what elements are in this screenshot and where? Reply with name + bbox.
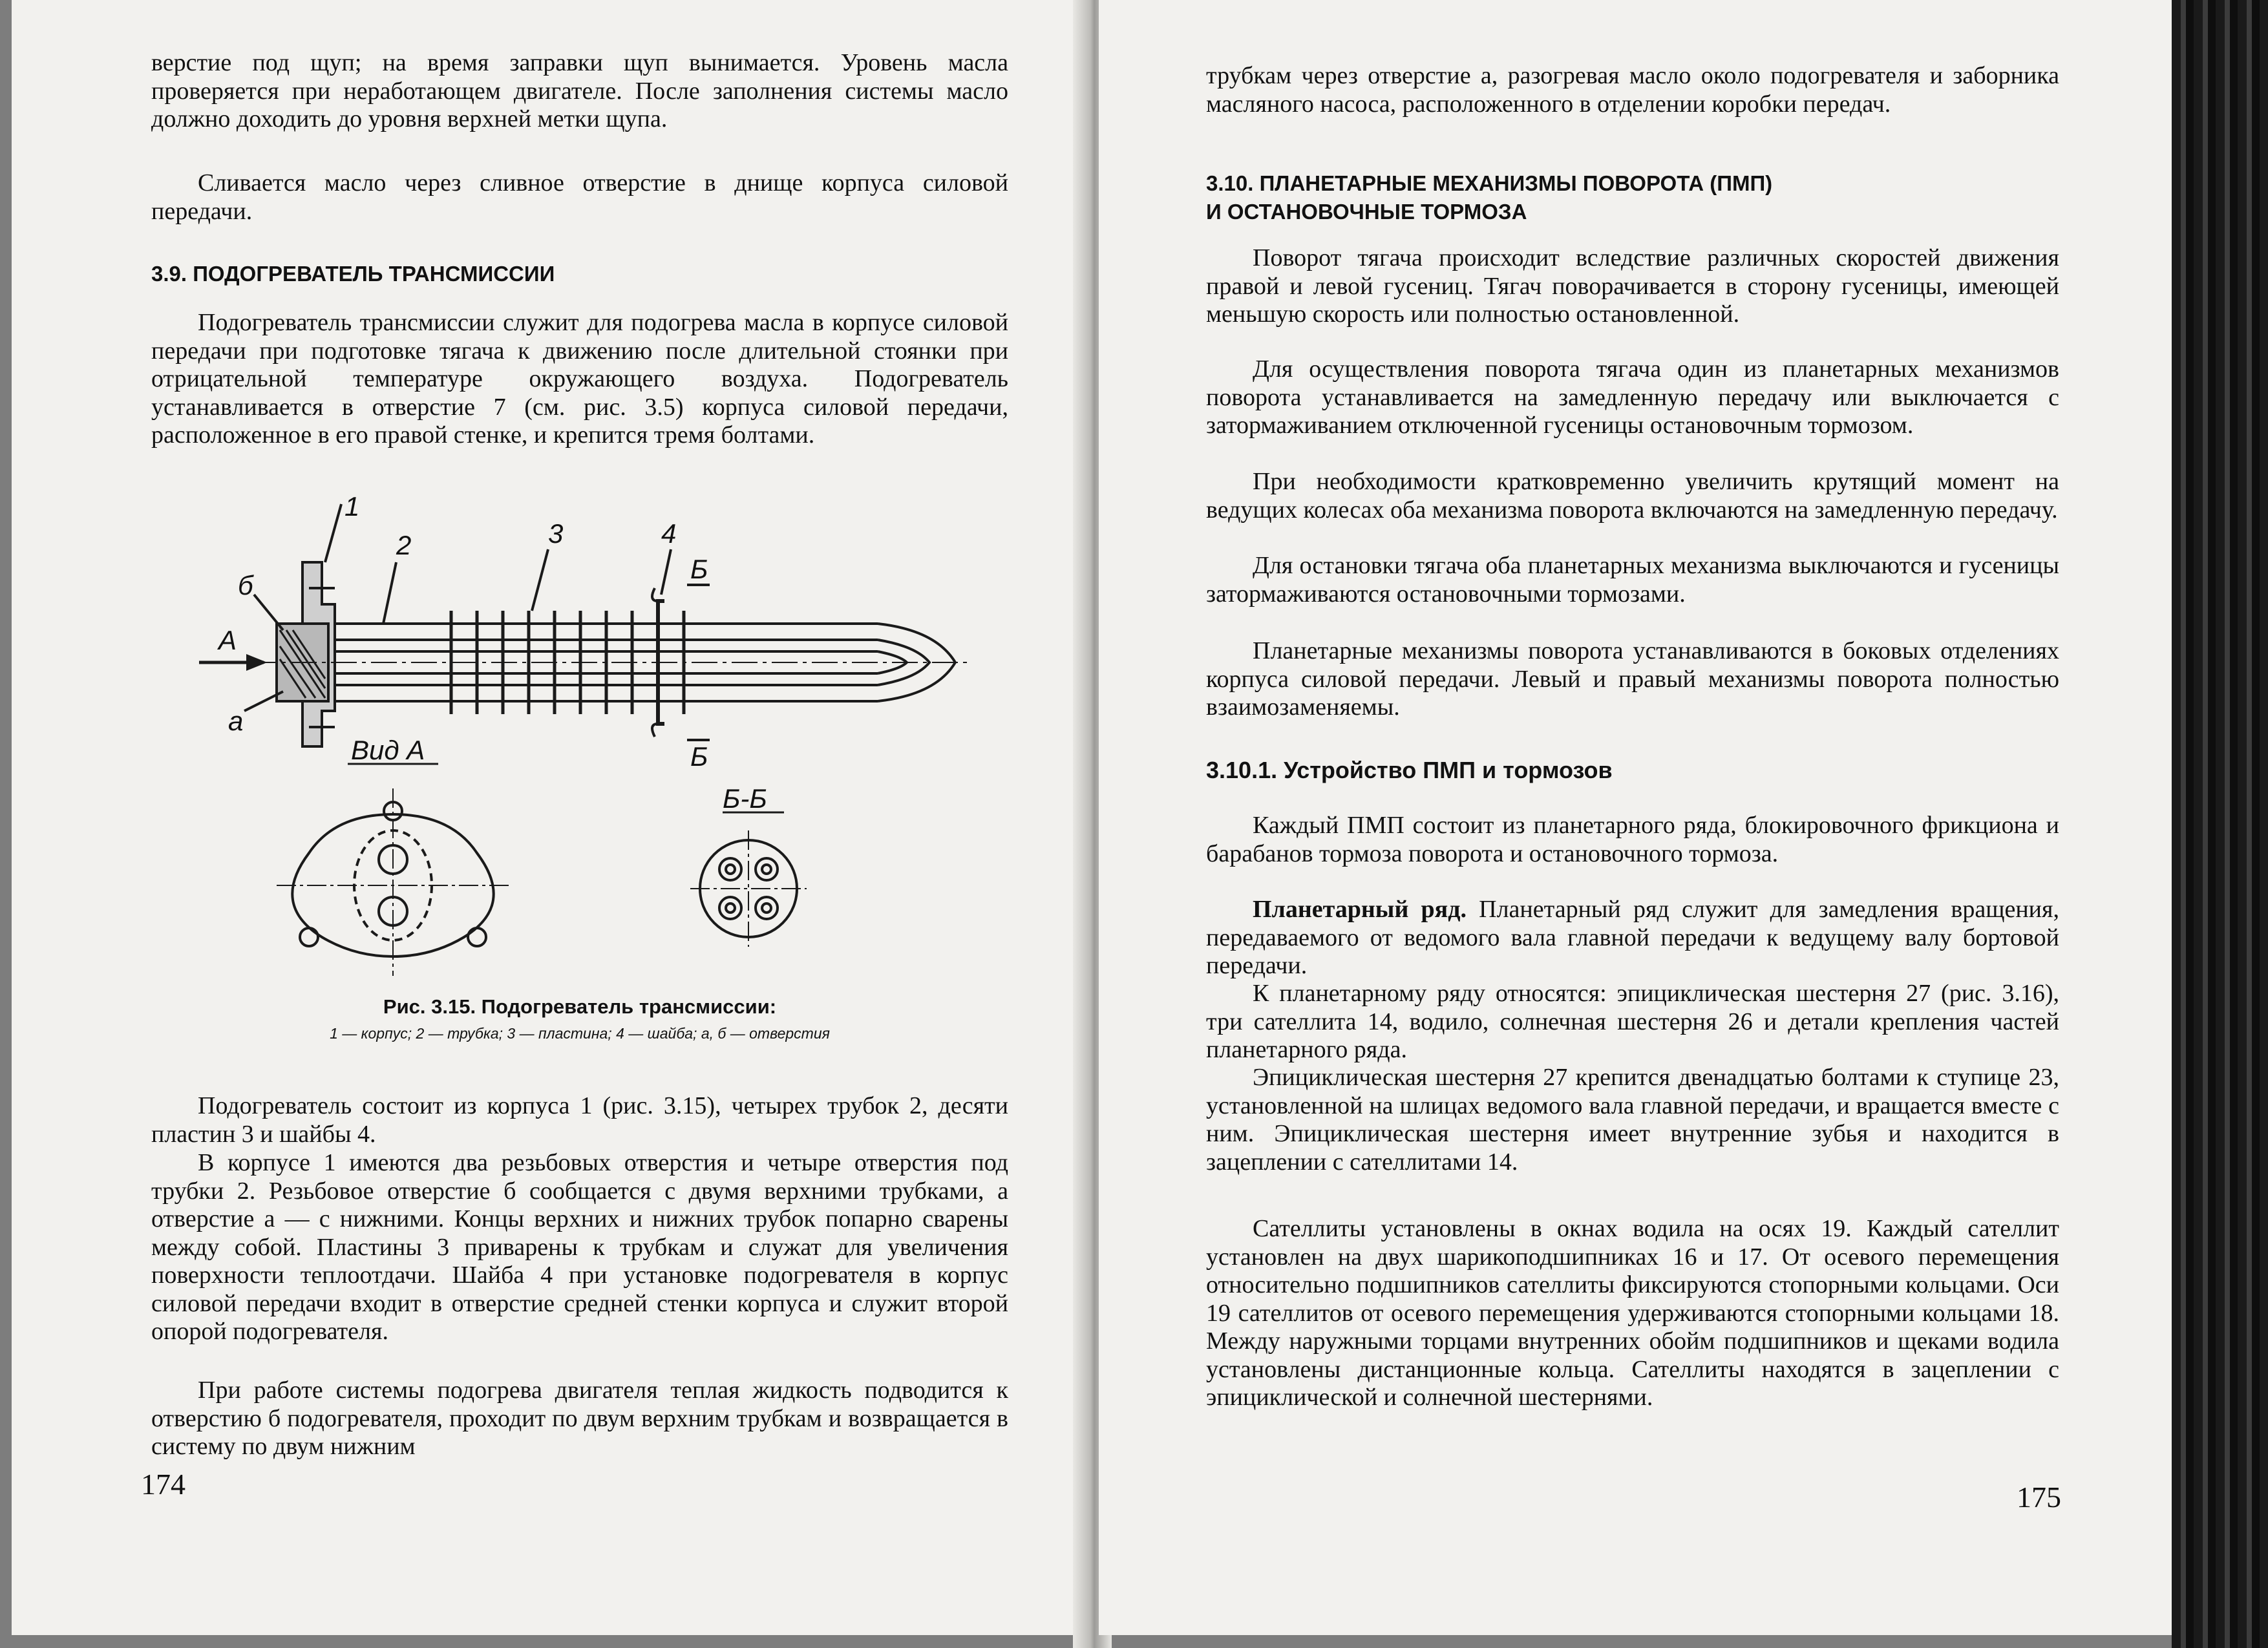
paragraph-continuation: трубкам через отверстие а, разогревая масло около подогревателя и заборника масляного насоса, расположенного в отделении коробки передач. (1206, 62, 2059, 118)
paragraph-pmp-structure: Каждый ПМП состоит из планетарного ряда, блокировочного фрикциона и барабанов тормоза поворота и остановочного тормоза. (1206, 812, 2059, 867)
label-view-a: Вид А (351, 735, 425, 765)
paragraph-turn-implementation: Для осуществления поворота тягача один из планетарных механизмов поворота устанавливается на замедленную передачу или выключается с затормаживанием отключенной гусеницы остановочным тормозом. (1206, 355, 2059, 439)
label-4: 4 (661, 518, 677, 549)
figure-caption-text: Рис. 3.15. Подогреватель трансмиссии: (383, 995, 777, 1018)
label-section-bb: Б-Б (723, 783, 767, 814)
section-heading-3-10-line1: 3.10. ПЛАНЕТАРНЫЕ МЕХАНИЗМЫ ПОВОРОТА (ПМП) (1206, 171, 1773, 195)
planetary-row-lead: Планетарный ряд. (1253, 896, 1467, 923)
paragraph-planetary-parts: К планетарному ряду относятся: эпициклическая шестерня 27 (рис. 3.16), три сателлита 14, водило, солнечная шестерня 26 и детали крепления частей планетарного ряда. (1206, 980, 2059, 1063)
paragraph-turning: Поворот тягача происходит вследствие различных скоростей движения правой и левой гусениц. Тягач поворачивается в сторону гусеницы, имеющей меньшую скорость или полностью остановленной. (1206, 244, 2059, 328)
label-3: 3 (548, 518, 564, 549)
label-1: 1 (344, 491, 360, 522)
paragraph-heater-body: В корпусе 1 имеются два резьбовых отверстия и четыре отверстия под трубки 2. Резьбовое отверстие б сообщается с двумя верхними трубками, а отверстие а — с нижними. Концы верхних и нижних трубок попарно сварены между собой. Пластины 3 приварены к трубкам и служат для увеличения поверхности теплоотдачи. Шайба 4 при установке подогревателя в корпус силовой передачи входит в отверстие средней стенки корпуса и служит второй опорой подогревателя. (151, 1149, 1008, 1345)
book-page-edges (2172, 0, 2268, 1648)
right-page (1099, 0, 2172, 1635)
paragraph-torque: При необходимости кратковременно увеличить крутящий момент на ведущих колесах оба механизма поворота включаются на замедленную передачу. (1206, 468, 2059, 523)
paragraph-satellites: Сателлиты установлены в окнах водила на осях 19. Каждый сателлит установлен на двух шарикоподшипниках 16 и 17. От осевого перемещения относительно подшипников сателлиты фиксируются стопорными кольцами. Оси 19 сателлитов от осевого перемещения удерживаются стопорными кольцами 18. Между наружными торцами внутренних обойм подшипников и щеками водила установлены дистанционные кольца. Сателлиты находятся в зацеплении с эпициклической и солнечной шестернями. (1206, 1215, 2059, 1411)
label-2: 2 (396, 530, 412, 560)
paragraph-heater-purpose: Подогреватель трансмиссии служит для подогрева масла в корпусе силовой передачи при подготовке тягача к движению после длительной стоянки при отрицательной температуре окружающего воздуха. Подогреватель устанавливается в отверстие 7 (см. рис. 3.5) корпуса силовой передачи, расположенное в его правой стенке, и крепится тремя болтами. (151, 309, 1008, 449)
label-hole-b: б (238, 570, 253, 600)
figure-legend: 1 — корпус; 2 — трубка; 3 — пластина; 4 — шайба; а, б — отверстия (330, 1025, 830, 1042)
paragraph-epicyclic-gear: Эпициклическая шестерня 27 крепится двенадцатью болтами к ступице 23, установленной на шлицах ведомого вала главной передачи, и вращается вместе с ним. Эпициклическая шестерня имеет внутренние зубья и находится в зацеплении с сателлитами 14. (1206, 1064, 2059, 1176)
label-hole-a: а (228, 706, 244, 736)
page-number-left: 174 (141, 1468, 185, 1501)
paragraph-heater-operation: При работе системы подогрева двигателя теплая жидкость подводится к отверстию б подогревателя, проходит по двум верхним трубкам и возвращается в систему по двум нижним (151, 1377, 1008, 1460)
planetary-row-text: Планетарный ряд служит для замедления вращения, передаваемого от ведомого вала главной передачи к ведущему валу бортовой передачи. (1206, 896, 2059, 979)
section-heading-3-9: 3.9. ПОДОГРЕВАТЕЛЬ ТРАНСМИССИИ (151, 262, 555, 286)
paragraph-dipstick: верстие под щуп; на время заправки щуп вынимается. Уровень масла проверяется при неработающем двигателе. После заполнения системы масло должно доходить до уровня верхней метки щупа. (151, 49, 1008, 132)
paragraph-drain: Сливается масло через сливное отверстие в днище корпуса силовой передачи. (151, 169, 1008, 225)
paragraph-installation: Планетарные механизмы поворота устанавливаются в боковых отделениях корпуса силовой передачи. Левый и правый механизмы поворота полностью взаимозаменяемы. (1206, 637, 2059, 721)
paragraph-stopping: Для остановки тягача оба планетарных механизма выключаются и гусеницы затормаживаются остановочными тормозами. (1206, 552, 2059, 607)
label-b-top: Б (690, 554, 708, 584)
figure-caption (151, 995, 1008, 1019)
paragraph-planetary-row (1206, 896, 2059, 980)
page-number-right: 175 (2017, 1481, 2061, 1514)
section-heading-3-10-1: 3.10.1. Устройство ПМП и тормозов (1206, 757, 1613, 783)
section-heading-3-10-line2: И ОСТАНОВОЧНЫЕ ТОРМОЗА (1206, 200, 1527, 224)
label-arrow-a: А (218, 625, 237, 655)
figure-3-15-heater-drawing (180, 491, 988, 1008)
left-page (12, 0, 1092, 1635)
label-b-bottom: Б (690, 741, 708, 772)
paragraph-heater-composition: Подогреватель состоит из корпуса 1 (рис. 3.15), четырех трубок 2, десяти пластин 3 и шайбы 4. (151, 1092, 1008, 1148)
